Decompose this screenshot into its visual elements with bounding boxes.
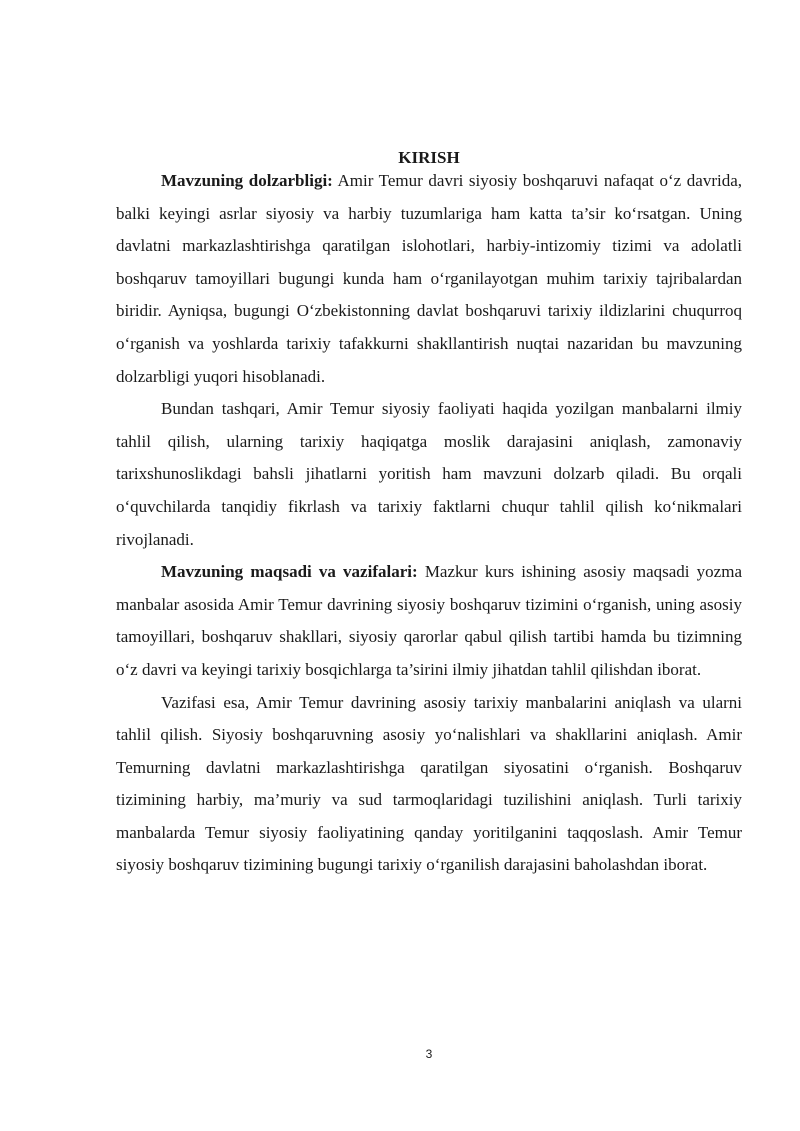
paragraph-text: Vazifasi esa, Amir Temur davrining asosiy tarixiy manbalarini aniqlash va ularni tahlil qilish. Siyosiy boshqaruvning asosiy yo‘nalishlari va shakllarini aniqlash. Amir Temurning davlatni markazlashtirishga qaratilgan siyosatini o‘rganish. Boshqaruv tizimining harbiy, ma’muriy va sud tarmoqlaridagi tuzilishini aniqlash. Turli tarixiy manbalarda Temur siyosiy faoliyatining qanday yoritilganini taqqoslash. Amir Temur siyosiy boshqaruv tizimining bugungi tarixiy o‘rganilish darajasini baholashdan iborat. (116, 692, 742, 875)
paragraph-text: Amir Temur davri siyosiy boshqaruvi nafaqat o‘z davrida, balki keyingi asrlar siyosiy va harbiy tuzumlariga ham katta ta’sir ko‘rsatgan. Uning davlatni markazlashtirishga qaratilgan islohotlari, harbiy-intizomiy tizimi va adolatli boshqaruv tamoyillari bugungi kunda ham o‘rganilayotgan muhim tarixiy tajribalardan biridir. Ayniqsa, bugungi O‘zbekistonning davlat boshqaruvi tarixiy ildizlarini chuqurroq o‘rganish va yoshlarda tarixiy tafakkurni shakllantirish nuqtai nazaridan bu mavzuning dolzarbligi yuqori hisoblanadi. (116, 171, 743, 386)
document-body (116, 165, 742, 882)
page-number: 3 (425, 1047, 433, 1061)
paragraph-heading: Mavzuning maqsadi va vazifalari: (161, 562, 418, 582)
paragraph-heading: Mavzuning dolzarbligi: (161, 171, 333, 190)
paragraph-relevance (116, 165, 742, 393)
paragraph-text: Mazkur kurs ishining asosiy maqsadi yozma manbalar asosida Amir Temur davrining siyosiy boshqaruv tizimini o‘rganish, uning asosiy tamoyillari, boshqaruv shakllari, siyosiy qarorlar qabul qilish tartibi hamda bu tizimning o‘z davri va keyingi tarixiy bosqichlarga ta’sirini ilmiy jihatdan tahlil qilishdan iborat. (116, 562, 743, 679)
paragraph-tasks (116, 687, 742, 883)
paragraph-additional (116, 393, 742, 556)
page-title: KIRISH (398, 148, 460, 167)
paragraph-goals (116, 556, 742, 686)
paragraph-text: Bundan tashqari, Amir Temur siyosiy faoliyati haqida yozilgan manbalarni ilmiy tahlil qilish, ularning tarixiy haqiqatga moslik darajasini aniqlash, zamonaviy tarixshunoslikdagi bahsli jihatlarni yoritish ham mavzuni dolzarb qiladi. Bu orqali o‘quvchilarda tanqidiy fikrlash va tarixiy faktlarni chuqur tahlil qilish ko‘nikmalari rivojlanadi. (116, 399, 742, 549)
